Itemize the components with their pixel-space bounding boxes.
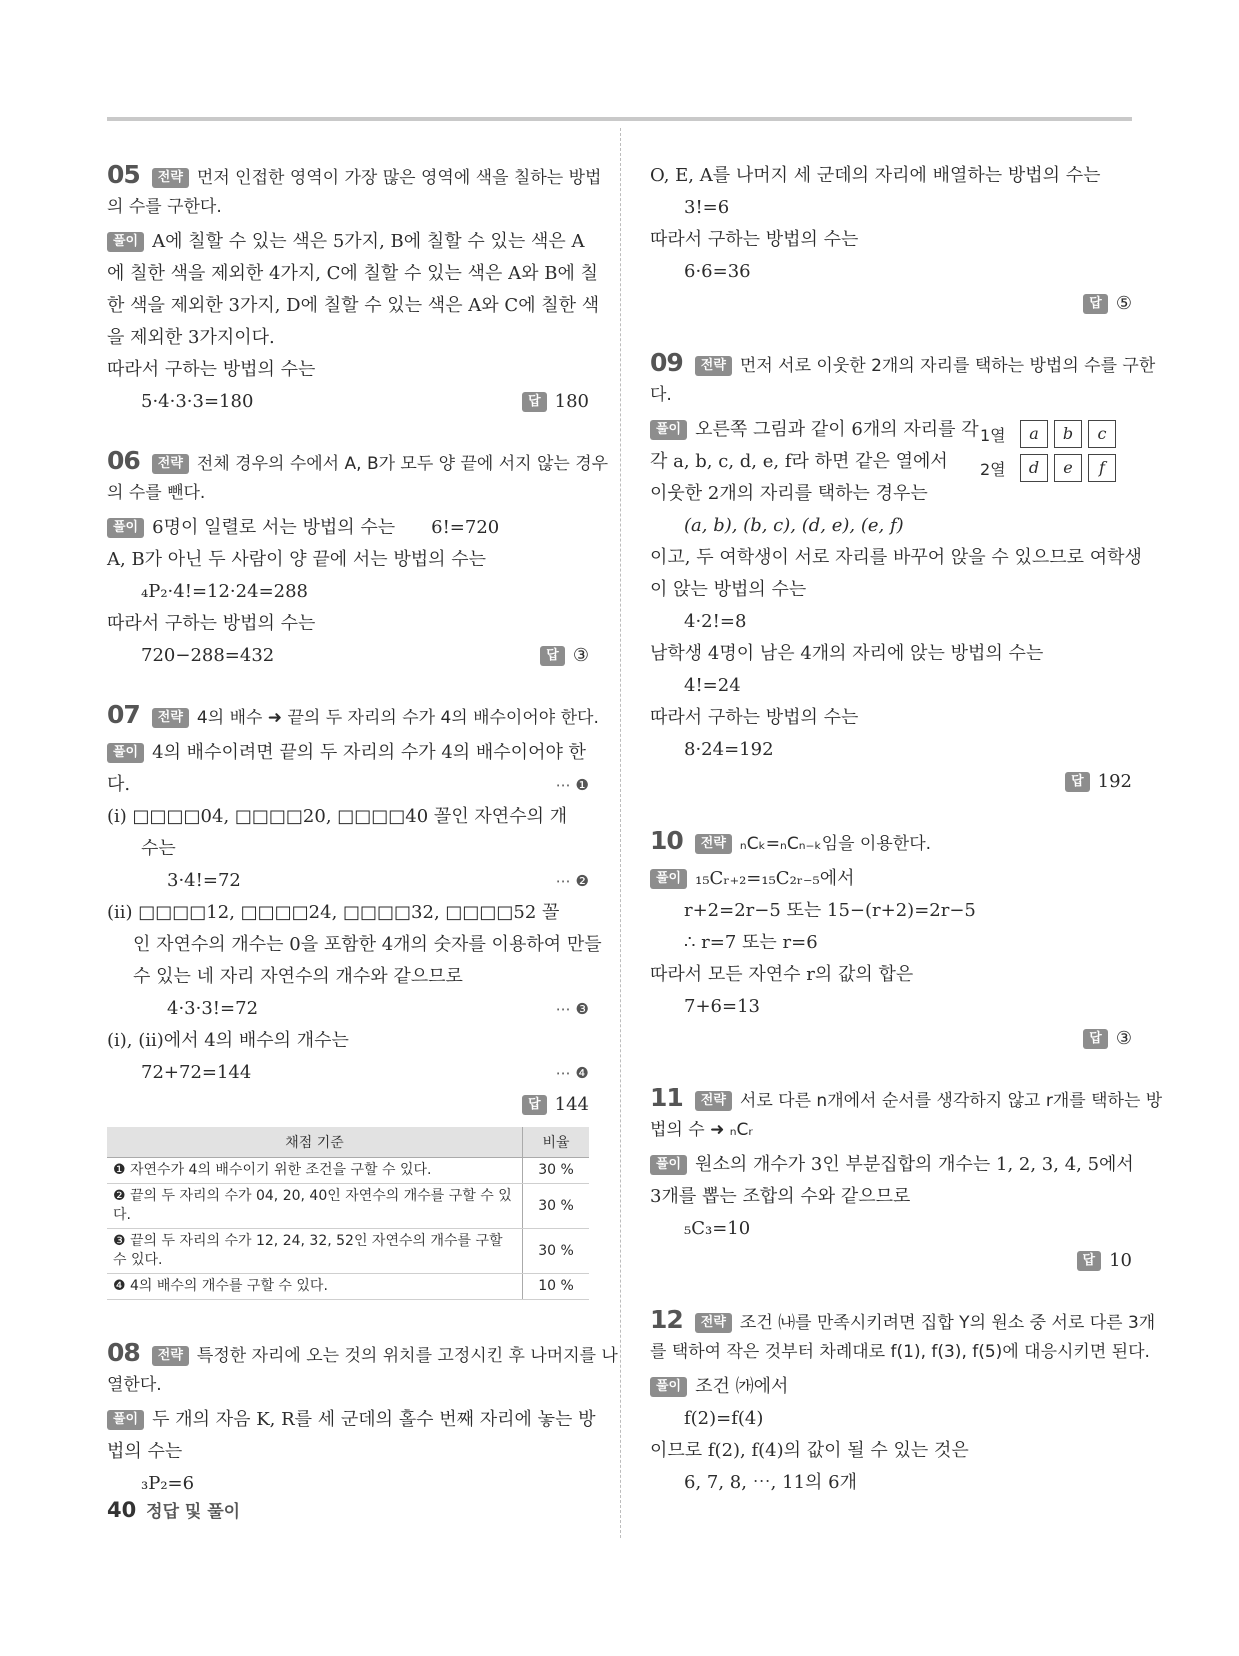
answer-value: 180 [554,391,589,412]
problem-08 [107,1338,618,1500]
solution-text: 이므로 f(2), f(4)의 값이 될 수 있는 것은 [650,1440,969,1461]
solution-tag: 풀이 [650,869,687,889]
solution-tag: 풀이 [107,1410,144,1430]
equation: 7+6=13 [684,996,760,1017]
equation: 6, 7, 8, ⋯, 11의 6개 [684,1472,857,1493]
problem-number: 07 [107,700,140,729]
seat: e [1054,454,1082,482]
problem-08-continued [650,160,1132,320]
solution-text: 다. [107,774,131,795]
grading-criteria-table [107,1127,589,1300]
solution-text: 에 칠한 색을 제외한 4가지, C에 칠할 수 있는 색은 A와 B에 칠 [107,263,598,284]
step-marker: ⋯ ❹ [555,1064,589,1082]
answer [650,1023,1132,1055]
right-column [650,160,1163,1499]
solution-text: 따라서 구하는 방법의 수는 [107,359,316,380]
answer-value: 10 [1109,1250,1132,1271]
solution-text: 조건 ㈎에서 [695,1376,789,1397]
strategy-text: 4의 배수 ➜ 끝의 두 자리의 수가 4의 배수이어야 한다. [196,708,599,728]
answer-tag: 답 [540,646,565,666]
equation: f(2)=f(4) [684,1408,764,1429]
solution-text: 이고, 두 여학생이 서로 자리를 바꾸어 앉을 수 있으므로 여학생 [650,547,1142,568]
solution-text: 원소의 개수가 3인 부분집합의 개수는 1, 2, 3, 4, 5에서 [695,1154,1134,1175]
seat: b [1054,420,1082,448]
column-header: 채점 기준 [107,1127,523,1158]
solution-text: 법의 수는 [107,1441,183,1462]
problem-number: 11 [650,1083,683,1112]
case-text: 수 있는 네 자리 자연수의 개수와 같으므로 [133,966,463,987]
answer-tag: 답 [522,392,547,412]
table-row [107,1229,589,1274]
solution-text: O, E, A를 나머지 세 군데의 자리에 배열하는 방법의 수는 [650,165,1101,186]
solution-text: 오른쪽 그림과 같이 6개의 자리를 각 [695,419,979,440]
answer-value: ③ [572,645,589,666]
solution-text: ₁₅Cᵣ₊₂=₁₅C₂ᵣ₋₅에서 [695,868,855,889]
table-row [107,1158,589,1184]
solution-text: 따라서 구하는 방법의 수는 [650,707,859,728]
answer-tag: 답 [1083,1029,1108,1049]
ratio: 10 % [523,1274,590,1300]
equation: r+2=2r−5 또는 15−(r+2)=2r−5 [684,900,976,921]
equation: ₃P₂=6 [141,1473,195,1494]
row-label: 2열 [980,459,1006,479]
column-header: 비율 [523,1127,590,1158]
strategy-tag: 전략 [152,708,189,728]
answer-tag: 답 [1065,772,1090,792]
column-divider [620,128,621,1538]
problem-number: 10 [650,826,683,855]
case-text: (i) □□□□04, □□□□20, □□□□40 꼴인 자연수의 개 [107,806,568,827]
strategy-tag: 전략 [695,356,732,376]
top-rule [107,117,1132,121]
strategy-text: 먼저 서로 이웃한 2개의 자리를 택하는 방법의 수를 구한 [739,356,1156,376]
strategy-text: 법의 수 ➜ ₙCᵣ [650,1120,753,1140]
page-number: 40 [107,1498,137,1522]
strategy-text: 전체 경우의 수에서 A, B가 모두 양 끝에 서지 않는 경우 [196,454,609,474]
step-marker: ⋯ ❷ [555,872,589,890]
table-header [107,1127,589,1158]
strategy-text: 열한다. [107,1375,162,1395]
answer-value: 192 [1097,771,1132,792]
equation: 3!=6 [684,197,730,218]
problem-10 [650,826,1132,1055]
solution-tag: 풀이 [107,743,144,763]
answer [540,640,589,672]
problem-number: 06 [107,446,140,475]
criterion: ❶ 자연수가 4의 배수이기 위한 조건을 구할 수 있다. [107,1158,523,1184]
solution-text: 한 색을 제외한 3가지, D에 칠할 수 있는 색은 A와 C에 칠한 색 [107,295,600,316]
solution-text: (i), (ii)에서 4의 배수의 개수는 [107,1030,349,1051]
equation: 4·2!=8 [684,611,747,632]
strategy-tag: 전략 [152,168,189,188]
solution-tag: 풀이 [650,1377,687,1397]
case-text: (ii) □□□□12, □□□□24, □□□□32, □□□□52 꼴 [107,902,560,923]
strategy-tag: 전략 [695,1313,732,1333]
equation: 72+72=144 [141,1062,252,1083]
footer-label: 정답 및 풀이 [146,1502,241,1522]
strategy-tag: 전략 [695,1091,732,1111]
table-row [107,1184,589,1229]
seat-row-2 [980,454,1116,482]
answer-tag: 답 [522,1095,547,1115]
strategy-tag: 전략 [152,1346,189,1366]
seat-row-1 [980,420,1116,448]
equation: 6·6=36 [684,261,751,282]
solution-text: A, B가 아닌 두 사람이 양 끝에 서는 방법의 수는 [107,549,487,570]
equation: ∴ r=7 또는 r=6 [684,932,818,953]
problem-number: 05 [107,160,140,189]
equation: ₄P₂·4!=12·24=288 [141,581,309,602]
solution-text: 을 제외한 3가지이다. [107,327,275,348]
step-marker: ⋯ ❶ [555,776,589,794]
seat: f [1088,454,1116,482]
solution-tag: 풀이 [107,518,144,538]
answer [650,766,1132,798]
answer-tag: 답 [1083,294,1108,314]
left-column [107,160,618,1500]
solution-tag: 풀이 [107,232,144,252]
row-label: 1열 [980,425,1006,445]
problem-number: 08 [107,1338,140,1367]
equation: (a, b), (b, c), (d, e), (e, f) [684,515,904,536]
problem-12 [650,1305,1156,1499]
problem-05 [107,160,602,418]
solution-text: 이웃한 2개의 자리를 택하는 경우는 [650,483,928,504]
page-footer [107,1497,240,1522]
seat: d [1020,454,1048,482]
equation: 3·4!=72 [167,870,241,891]
strategy-text: 서로 다른 n개에서 순서를 생각하지 않고 r개를 택하는 방 [739,1091,1163,1111]
solution-text: 따라서 구하는 방법의 수는 [650,229,859,250]
solution-text: 이 앉는 방법의 수는 [650,579,807,600]
strategy-text: 먼저 인접한 영역이 가장 많은 영역에 색을 칠하는 방법 [196,168,602,188]
solution-text: 6명이 일렬로 서는 방법의 수는 6!=720 [152,517,500,538]
problem-number: 09 [650,348,683,377]
answer [522,386,589,418]
solution-text: 3개를 뽑는 조합의 수와 같으므로 [650,1186,911,1207]
answer-value: ⑤ [1115,293,1132,314]
equation: 5·4·3·3=180 [141,391,254,412]
solution-text: 4의 배수이려면 끝의 두 자리의 수가 4의 배수이어야 한 [152,742,586,763]
problem-11 [650,1083,1163,1277]
problem-number: 12 [650,1305,683,1334]
strategy-text: 조건 ㈏를 만족시키려면 집합 Y의 원소 중 서로 다른 3개 [739,1313,1156,1333]
answer-tag: 답 [1077,1251,1102,1271]
case-text: 수는 [141,838,176,859]
strategy-text: 다. [650,385,672,405]
strategy-text: 의 수를 구한다. [107,197,222,217]
criterion: ❸ 끝의 두 자리의 수가 12, 24, 32, 52인 자연수의 개수를 구할 수 있다. [107,1229,523,1274]
seat: c [1088,420,1116,448]
answer-value: ③ [1115,1028,1132,1049]
equation: ₅C₃=10 [684,1218,751,1239]
solution-text: 각 a, b, c, d, e, f라 하면 같은 열에서 [650,451,948,472]
seat-figure [980,420,1116,488]
solution-text: A에 칠할 수 있는 색은 5가지, B에 칠할 수 있는 색은 A [152,231,585,252]
case-text: 인 자연수의 개수는 0을 포함한 4개의 숫자를 이용하여 만들 [133,934,602,955]
ratio: 30 % [523,1184,590,1229]
problem-06 [107,446,609,672]
solution-text: 따라서 모든 자연수 r의 값의 합은 [650,964,914,985]
solution-tag: 풀이 [650,1155,687,1175]
problem-09 [650,348,1156,798]
table-row [107,1274,589,1300]
equation: 8·24=192 [684,739,774,760]
answer [650,288,1132,320]
answer-value: 144 [554,1094,589,1115]
criterion: ❷ 끝의 두 자리의 수가 04, 20, 40인 자연수의 개수를 구할 수 있다. [107,1184,523,1229]
solution-tag: 풀이 [650,420,687,440]
equation: 720−288=432 [141,645,275,666]
answer [650,1245,1132,1277]
strategy-text: ₙCₖ=ₙCₙ₋ₖ임을 이용한다. [739,834,932,854]
ratio: 30 % [523,1229,590,1274]
equation: 4·3·3!=72 [167,998,259,1019]
answer [107,1089,589,1121]
strategy-text: 특정한 자리에 오는 것의 위치를 고정시킨 후 나머지를 나 [196,1346,618,1366]
strategy-tag: 전략 [152,454,189,474]
step-marker: ⋯ ❸ [555,1000,589,1018]
problem-07 [107,700,602,1300]
strategy-text: 의 수를 뺀다. [107,483,206,503]
criterion: ❹ 4의 배수의 개수를 구할 수 있다. [107,1274,523,1300]
strategy-text: 를 택하여 작은 것부터 차례대로 f(1), f(3), f(5)에 대응시키면 된다. [650,1342,1150,1362]
solution-text: 두 개의 자음 K, R를 세 군데의 홀수 번째 자리에 놓는 방 [152,1409,596,1430]
solution-text: 따라서 구하는 방법의 수는 [107,613,316,634]
ratio: 30 % [523,1158,590,1184]
seat: a [1020,420,1048,448]
solution-text: 남학생 4명이 남은 4개의 자리에 앉는 방법의 수는 [650,643,1044,664]
strategy-tag: 전략 [695,834,732,854]
equation: 4!=24 [684,675,741,696]
